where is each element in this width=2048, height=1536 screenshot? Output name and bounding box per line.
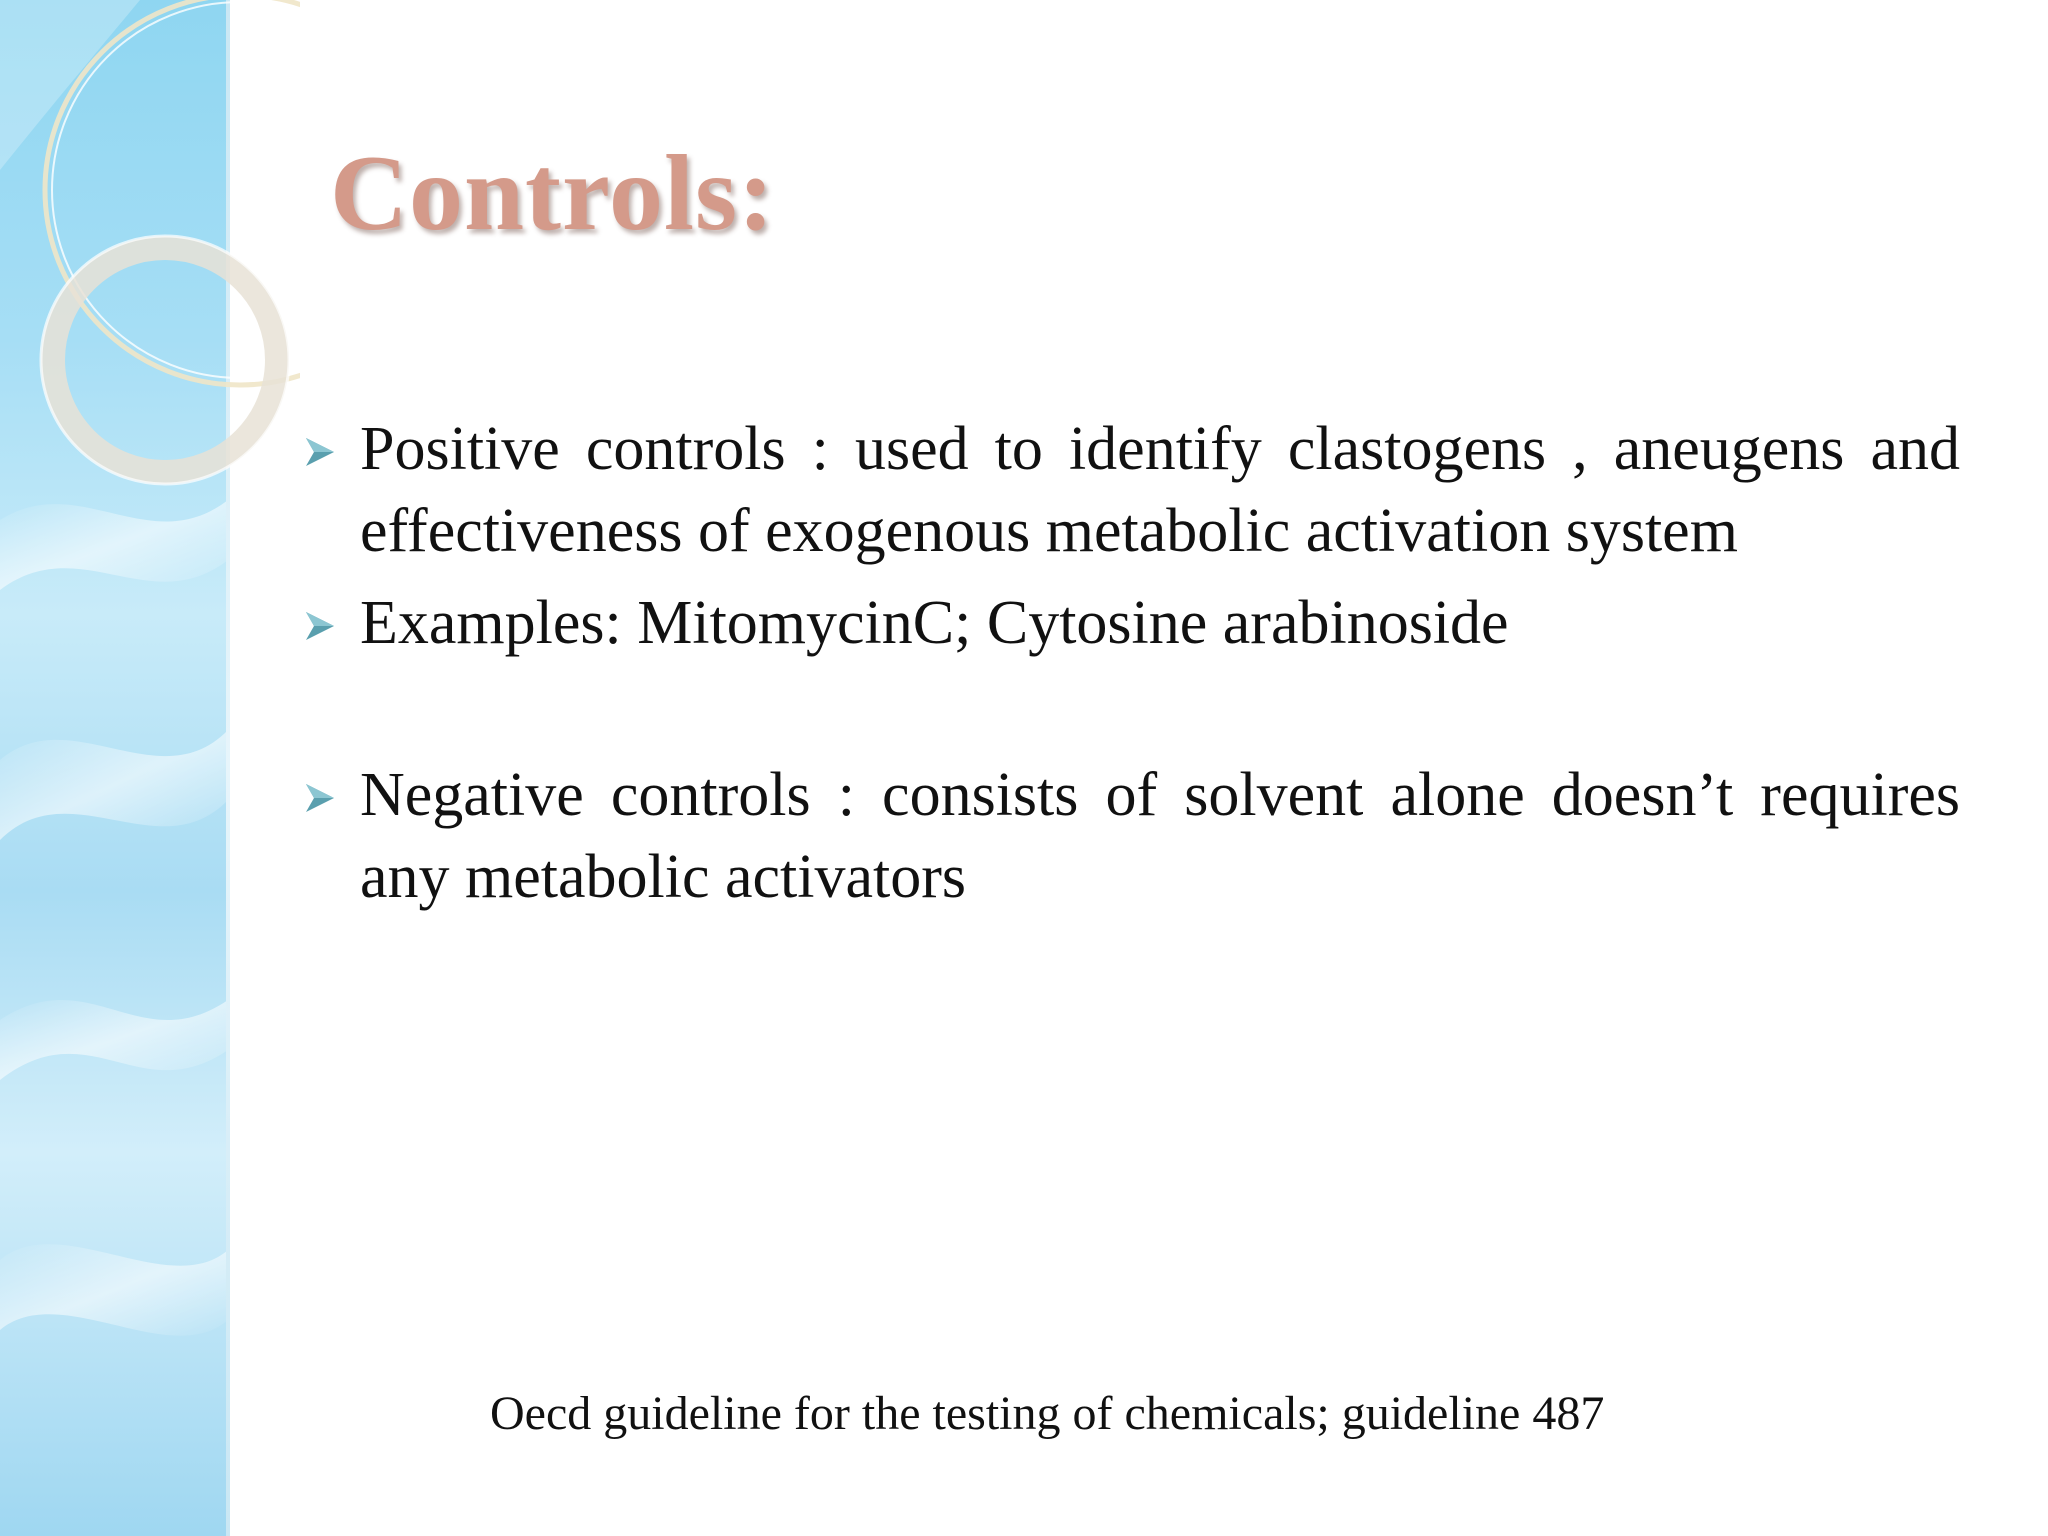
bullet-text: Examples: MitomycinC; Cytosine arabinoside <box>360 589 1509 657</box>
bullet-item-negative-controls <box>300 754 1960 918</box>
slide-title: Controls: <box>330 134 776 253</box>
bullet-list <box>300 408 1960 918</box>
bullet-text: Positive controls : used to identify clastogens , aneugens and effectiveness of exogenous metabolic activation system <box>360 415 1960 565</box>
arrow-bullet-icon <box>300 778 340 818</box>
bullet-item-examples <box>300 582 1960 664</box>
source-footnote: Oecd guideline for the testing of chemicals; guideline 487 <box>490 1387 1605 1440</box>
decorative-rings <box>0 0 300 520</box>
arrow-bullet-icon <box>300 432 340 472</box>
arrow-bullet-icon <box>300 606 340 646</box>
bullet-item-positive-controls <box>300 408 1960 572</box>
bullet-text: Negative controls : consists of solvent alone doesn’t requires any metabolic activators <box>360 761 1960 911</box>
